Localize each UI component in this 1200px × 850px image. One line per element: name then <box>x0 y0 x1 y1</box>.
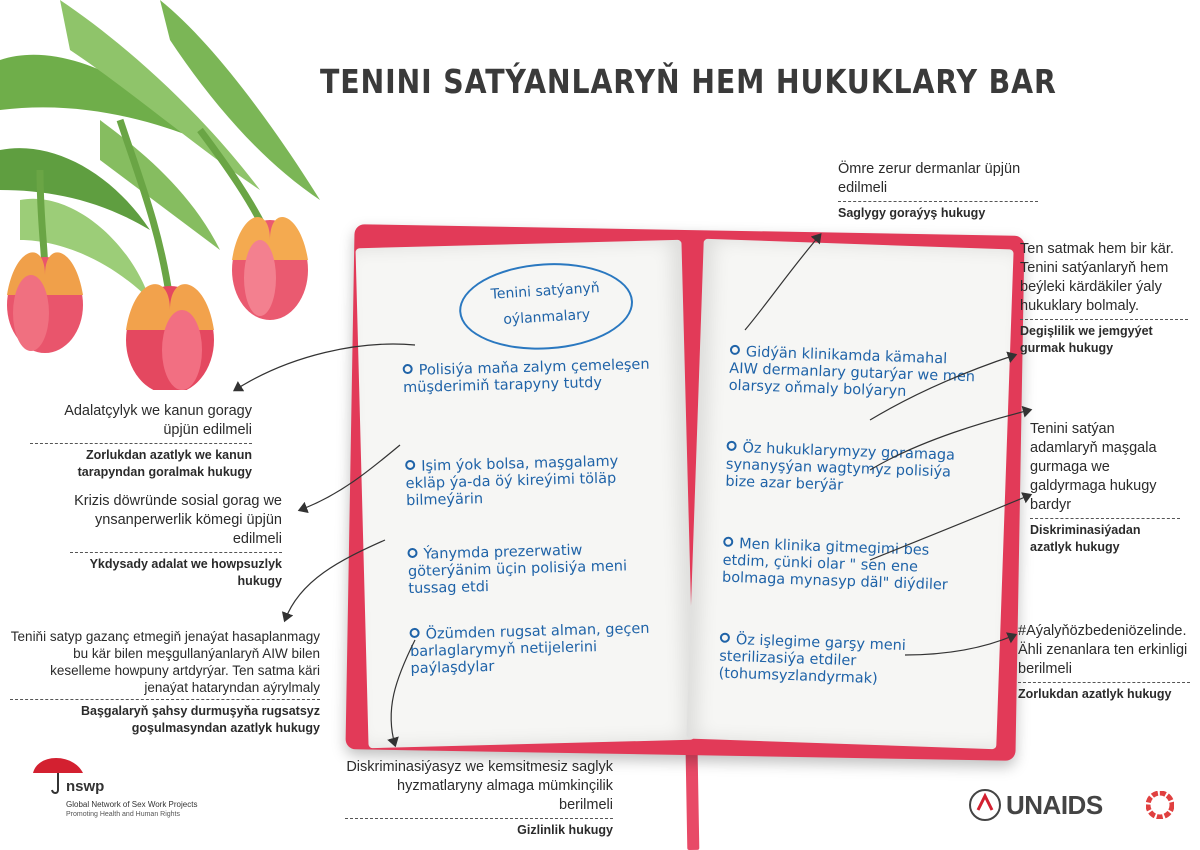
annotation-l2 <box>70 492 282 590</box>
right-entry-4: Öz işlegime garşy meni sterilizasiýa etdiler (tohumsyzlandyrmak) <box>718 632 907 688</box>
annotation-r3-right: Diskriminasiýadan azatlyk hukugy <box>1030 523 1141 554</box>
annotation-r4 <box>1018 622 1190 703</box>
annotation-l3-desc: Teniňi satyp gazanç etmegiň jenaýat hasaplanmagy bu kär bilen meşgullanýanlaryň AIW bilen keselleme howpuny artdyrýar. Ten satma käri jenaýat hataryndan aýrylmaly <box>10 629 320 695</box>
annotation-l3 <box>10 628 320 737</box>
right-entry-1: Gidýän klinikamda kämahal AIW dermanlary gutarýar we men olarsyz oňmaly bolýaryn <box>728 344 976 400</box>
left-entry-3: Ýanymda prezerwatiw göterýänim üçin polisiýa meni tussag etdi <box>407 542 628 598</box>
annotation-l1-desc: Adalatçylyk we kanun goragy üpjün edilmeli <box>64 403 252 438</box>
arrow-r2 <box>870 355 1015 420</box>
annotation-r2 <box>1020 240 1188 357</box>
arrow-r3 <box>870 410 1030 470</box>
annotation-b1-right: Gizlinlik hukugy <box>517 823 613 837</box>
annotation-l3-right: Başgalaryň şahsy durmuşyňa rugsatsyz goşulmasyndan azatlyk hukugy <box>81 704 320 735</box>
annotation-r4-right: Zorlukdan azatlyk hukugy <box>1018 687 1172 701</box>
arrow-l3 <box>285 540 385 620</box>
annotation-l2-desc: Krizis döwründe sosial gorag we ynsanperwerlik kömegi üpjün edilmeli <box>74 493 282 547</box>
arrow-b1 <box>391 640 415 745</box>
arrow-r5 <box>905 635 1015 655</box>
bubble-line-1: Tenini satýanyň <box>490 280 601 303</box>
annotation-r1-desc: Ömre zerur dermanlar üpjün edilmeli <box>838 161 1021 196</box>
arrow-l2 <box>300 445 400 510</box>
annotation-r2-right: Degişlilik we jemgyýet gurmak hukugy <box>1020 324 1153 355</box>
arrow-l1 <box>235 344 415 390</box>
left-entry-2: Işim ýok bolsa, maşgalamy ekläp ýa-da öý kireýimi töläp bilmeýärin <box>405 453 619 510</box>
annotation-l1-right: Zorlukdan azatlyk we kanun tarapyndan goralmak hukugy <box>77 448 252 479</box>
arrow-r4 <box>870 495 1030 560</box>
annotation-r3 <box>1030 420 1180 556</box>
left-entry-1: Polisiýa maňa zalym çemeleşen müşderimiň tarapyny tutdy <box>402 356 650 397</box>
right-entry-2: Öz hukuklarymyzy goramaga synanyşýan wagtymyz polisiýa bize azar berýär <box>725 440 956 494</box>
right-entry-3: Men klinika gitmegimi bes etdim, çünki olar " sen ene bolmaga mynasyp däl" diýdiler <box>721 536 949 594</box>
left-entry-4: Özümden rugsat alman, geçen barlaglarymyň netijelerini paýlaşdylar <box>409 620 650 678</box>
arrow-r1 <box>745 235 820 330</box>
nswp-tagline: Promoting Health and Human Rights <box>66 811 181 818</box>
annotation-r1-right: Saglygy goraýyş hukugy <box>838 206 986 220</box>
annotation-r2-desc: Ten satmak hem bir kär. Tenini satýanlaryň hem beýleki kärdäkiler ýaly hukuklary bolmaly. <box>1020 241 1174 314</box>
nswp-logo <box>28 748 198 818</box>
annotation-b1-desc: Diskriminasiýasyz we kemsitmesiz saglyk hyzmatlaryny almaga mümkinçilik berilmeli <box>346 759 613 813</box>
annotation-l2-right: Ykdysady adalat we howpsuzlyk hukugy <box>89 557 282 588</box>
annotation-r1 <box>838 160 1038 222</box>
nswp-name: Global Network of Sex Work Projects <box>66 800 198 809</box>
un-emblem-icon <box>968 788 1002 822</box>
nswp-short: nswp <box>66 778 105 795</box>
annotation-r4-desc: #Aýalyňözbedeniözelinde. Ähli zenanlara ten erkinligi berilmeli <box>1018 623 1188 677</box>
annotation-b1 <box>345 758 613 839</box>
annotation-r3-desc: Tenini satýan adamlaryň maşgala gurmaga we galdyrmaga hukugy bardyr <box>1030 421 1157 513</box>
bubble-line-2: oýlanmalary <box>502 306 591 329</box>
annotation-l1 <box>30 402 252 481</box>
unaids-wordmark: UNAIDS <box>1006 790 1103 820</box>
page-title: TENINI SATÝANLARYŇ HEM HUKUKLARY BAR <box>320 62 1057 101</box>
sdg-wheel-icon <box>1146 791 1174 819</box>
